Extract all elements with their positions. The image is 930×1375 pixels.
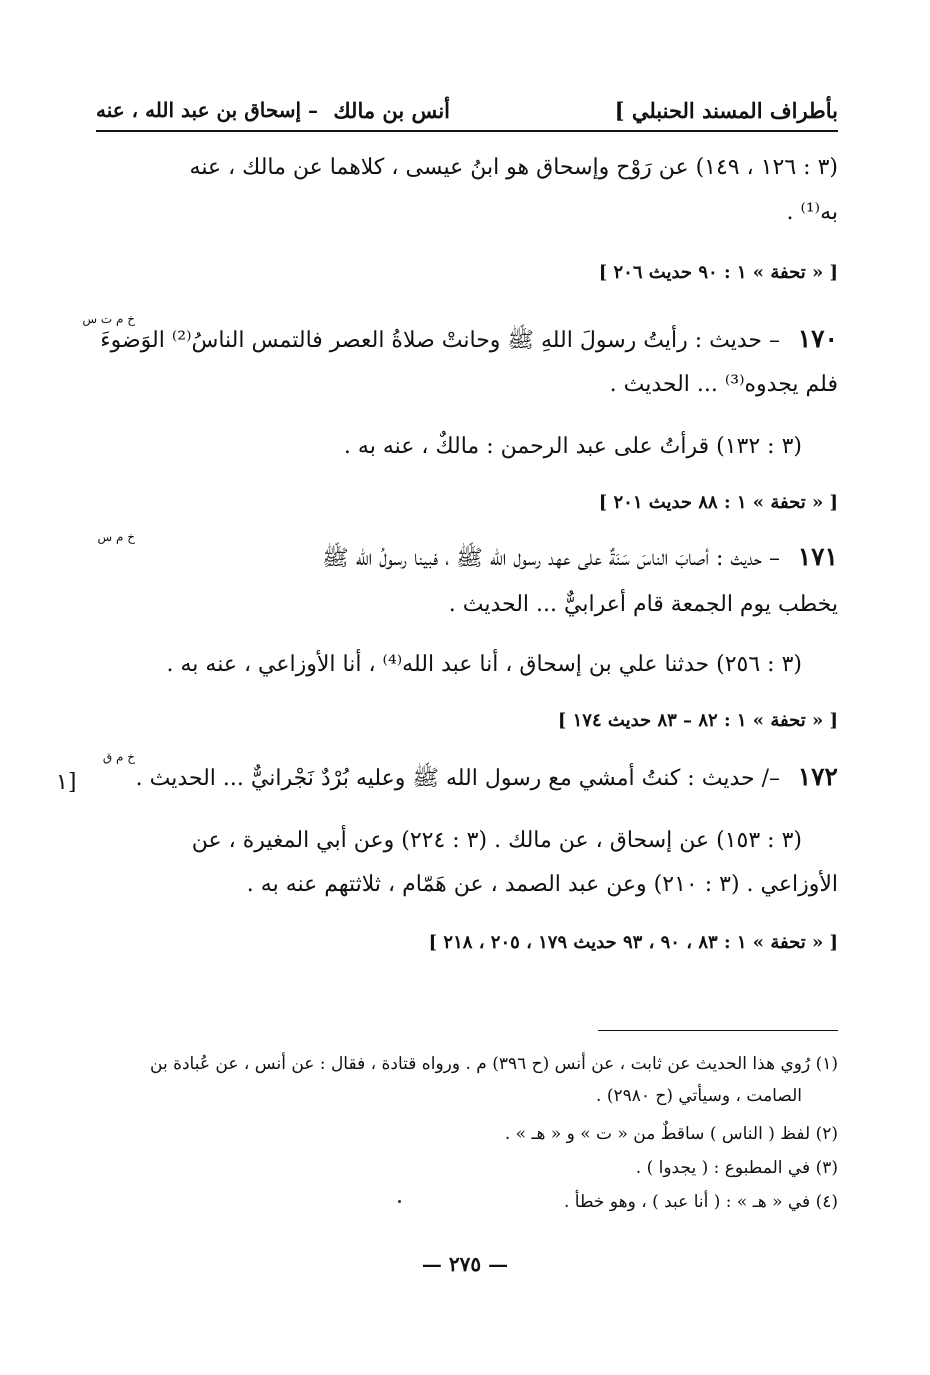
entry-line: –/ حديث : كنتُ أمشي مع رسول الله ﷺ وعليه بُرْدٌ نَجْرانيٌّ ... الحديث . bbox=[135, 766, 780, 791]
hadith-sigla: خ م ق bbox=[102, 750, 135, 764]
tuhfa-reference: [ « تحفة » ١ : ٨٨ حديث ٢٠١ ] bbox=[598, 492, 838, 513]
entry-line: به⁽¹⁾ . bbox=[786, 200, 838, 225]
entry-line: – حديث : أصابَ الناسَ سَنَةٌ على عهد رسول الله ﷺ ، فبينا رسولُ الله ﷺ bbox=[322, 546, 780, 571]
hadith-number: ١٧١ bbox=[797, 542, 838, 571]
page-number: — ٢٧٥ — bbox=[421, 1252, 509, 1276]
hadith-number: ١٧٠ bbox=[797, 324, 838, 353]
hadith-sigla: خ م س bbox=[97, 530, 135, 544]
source-line: (٣ : ٢٥٦) حدثنا علي بن إسحاق ، أنا عبد الله⁽⁴⁾ ، أنا الأوزاعي ، عنه به . bbox=[166, 652, 802, 677]
entry-line: فلم يجدوه⁽³⁾ ... الحديث . bbox=[609, 372, 838, 397]
source-line: الأوزاعي . (٣ : ٢١٠) وعن عبد الصمد ، عن هَمّام ، ثلاثتهم عنه به . bbox=[246, 872, 838, 897]
footnote-line: (١) رُوي هذا الحديث عن ثابت ، عن أنس (ح ٣٩٦) م . ورواه قتادة ، فقال : عن أنس ، عن عُبادة بن bbox=[150, 1054, 838, 1074]
source-line: (٣ : ١٥٣) عن إسحاق ، عن مالك . (٣ : ٢٢٤) وعن أبي المغيرة ، عن bbox=[191, 828, 802, 853]
footnote-line: الصامت ، وسيأتي (ح ٢٩٨٠) . bbox=[596, 1086, 802, 1106]
footnote-rule bbox=[598, 1030, 838, 1031]
header-rule bbox=[96, 130, 838, 132]
tuhfa-reference: [ « تحفة » ١ : ٨٢ – ٨٣ حديث ١٧٤ ] bbox=[557, 710, 838, 731]
footnote-line: (٢) لفظ ( الناس ) ساقطٌ من « ت » و « هـ » . bbox=[504, 1124, 838, 1144]
entry-line: يخطب يوم الجمعة قام أعرابيٌّ ... الحديث . bbox=[448, 592, 838, 617]
footnote-line: (٣) في المطبوع : ( يجدوا ) . bbox=[635, 1158, 838, 1178]
footnote-line: (٤) في « هـ » : ( أنا عبد ) ، وهو خطأ . bbox=[563, 1192, 838, 1212]
tuhfa-reference: [ « تحفة » ١ : ٩٠ حديث ٢٠٦ ] bbox=[598, 262, 838, 283]
margin-page-marker: [١ bbox=[56, 770, 77, 795]
entry-line: – حديث : رأيتُ رسولَ اللهِ ﷺ وحانتْ صلاةُ العصر فالتمس الناسُ⁽²⁾ الوَضوءَ bbox=[100, 328, 780, 353]
entry-line: (٣ : ١٢٦ ، ١٤٩) عن رَوْح وإسحاق هو ابنُ عيسى ، كلاهما عن مالك ، عنه bbox=[189, 155, 838, 180]
source-line: (٣ : ١٣٢) قرأتُ على عبد الرحمن : مالكٌ ، عنه به . bbox=[343, 434, 802, 459]
header-book-title: بأطراف المسند الحنبلي ] bbox=[614, 98, 838, 123]
stray-dot bbox=[398, 1200, 401, 1203]
hadith-number: ١٧٢ bbox=[797, 762, 838, 791]
header-companion: أنس بن مالك bbox=[333, 98, 450, 123]
header-narrator-chain: – إسحاق بن عبد الله ، عنه bbox=[96, 98, 319, 122]
hadith-sigla: خ م ت س bbox=[82, 312, 135, 326]
tuhfa-reference: [ « تحفة » ١ : ٨٣ ، ٩٠ ، ٩٣ حديث ١٧٩ ، ٢٠٥ ، ٢١٨ ] bbox=[428, 932, 838, 953]
